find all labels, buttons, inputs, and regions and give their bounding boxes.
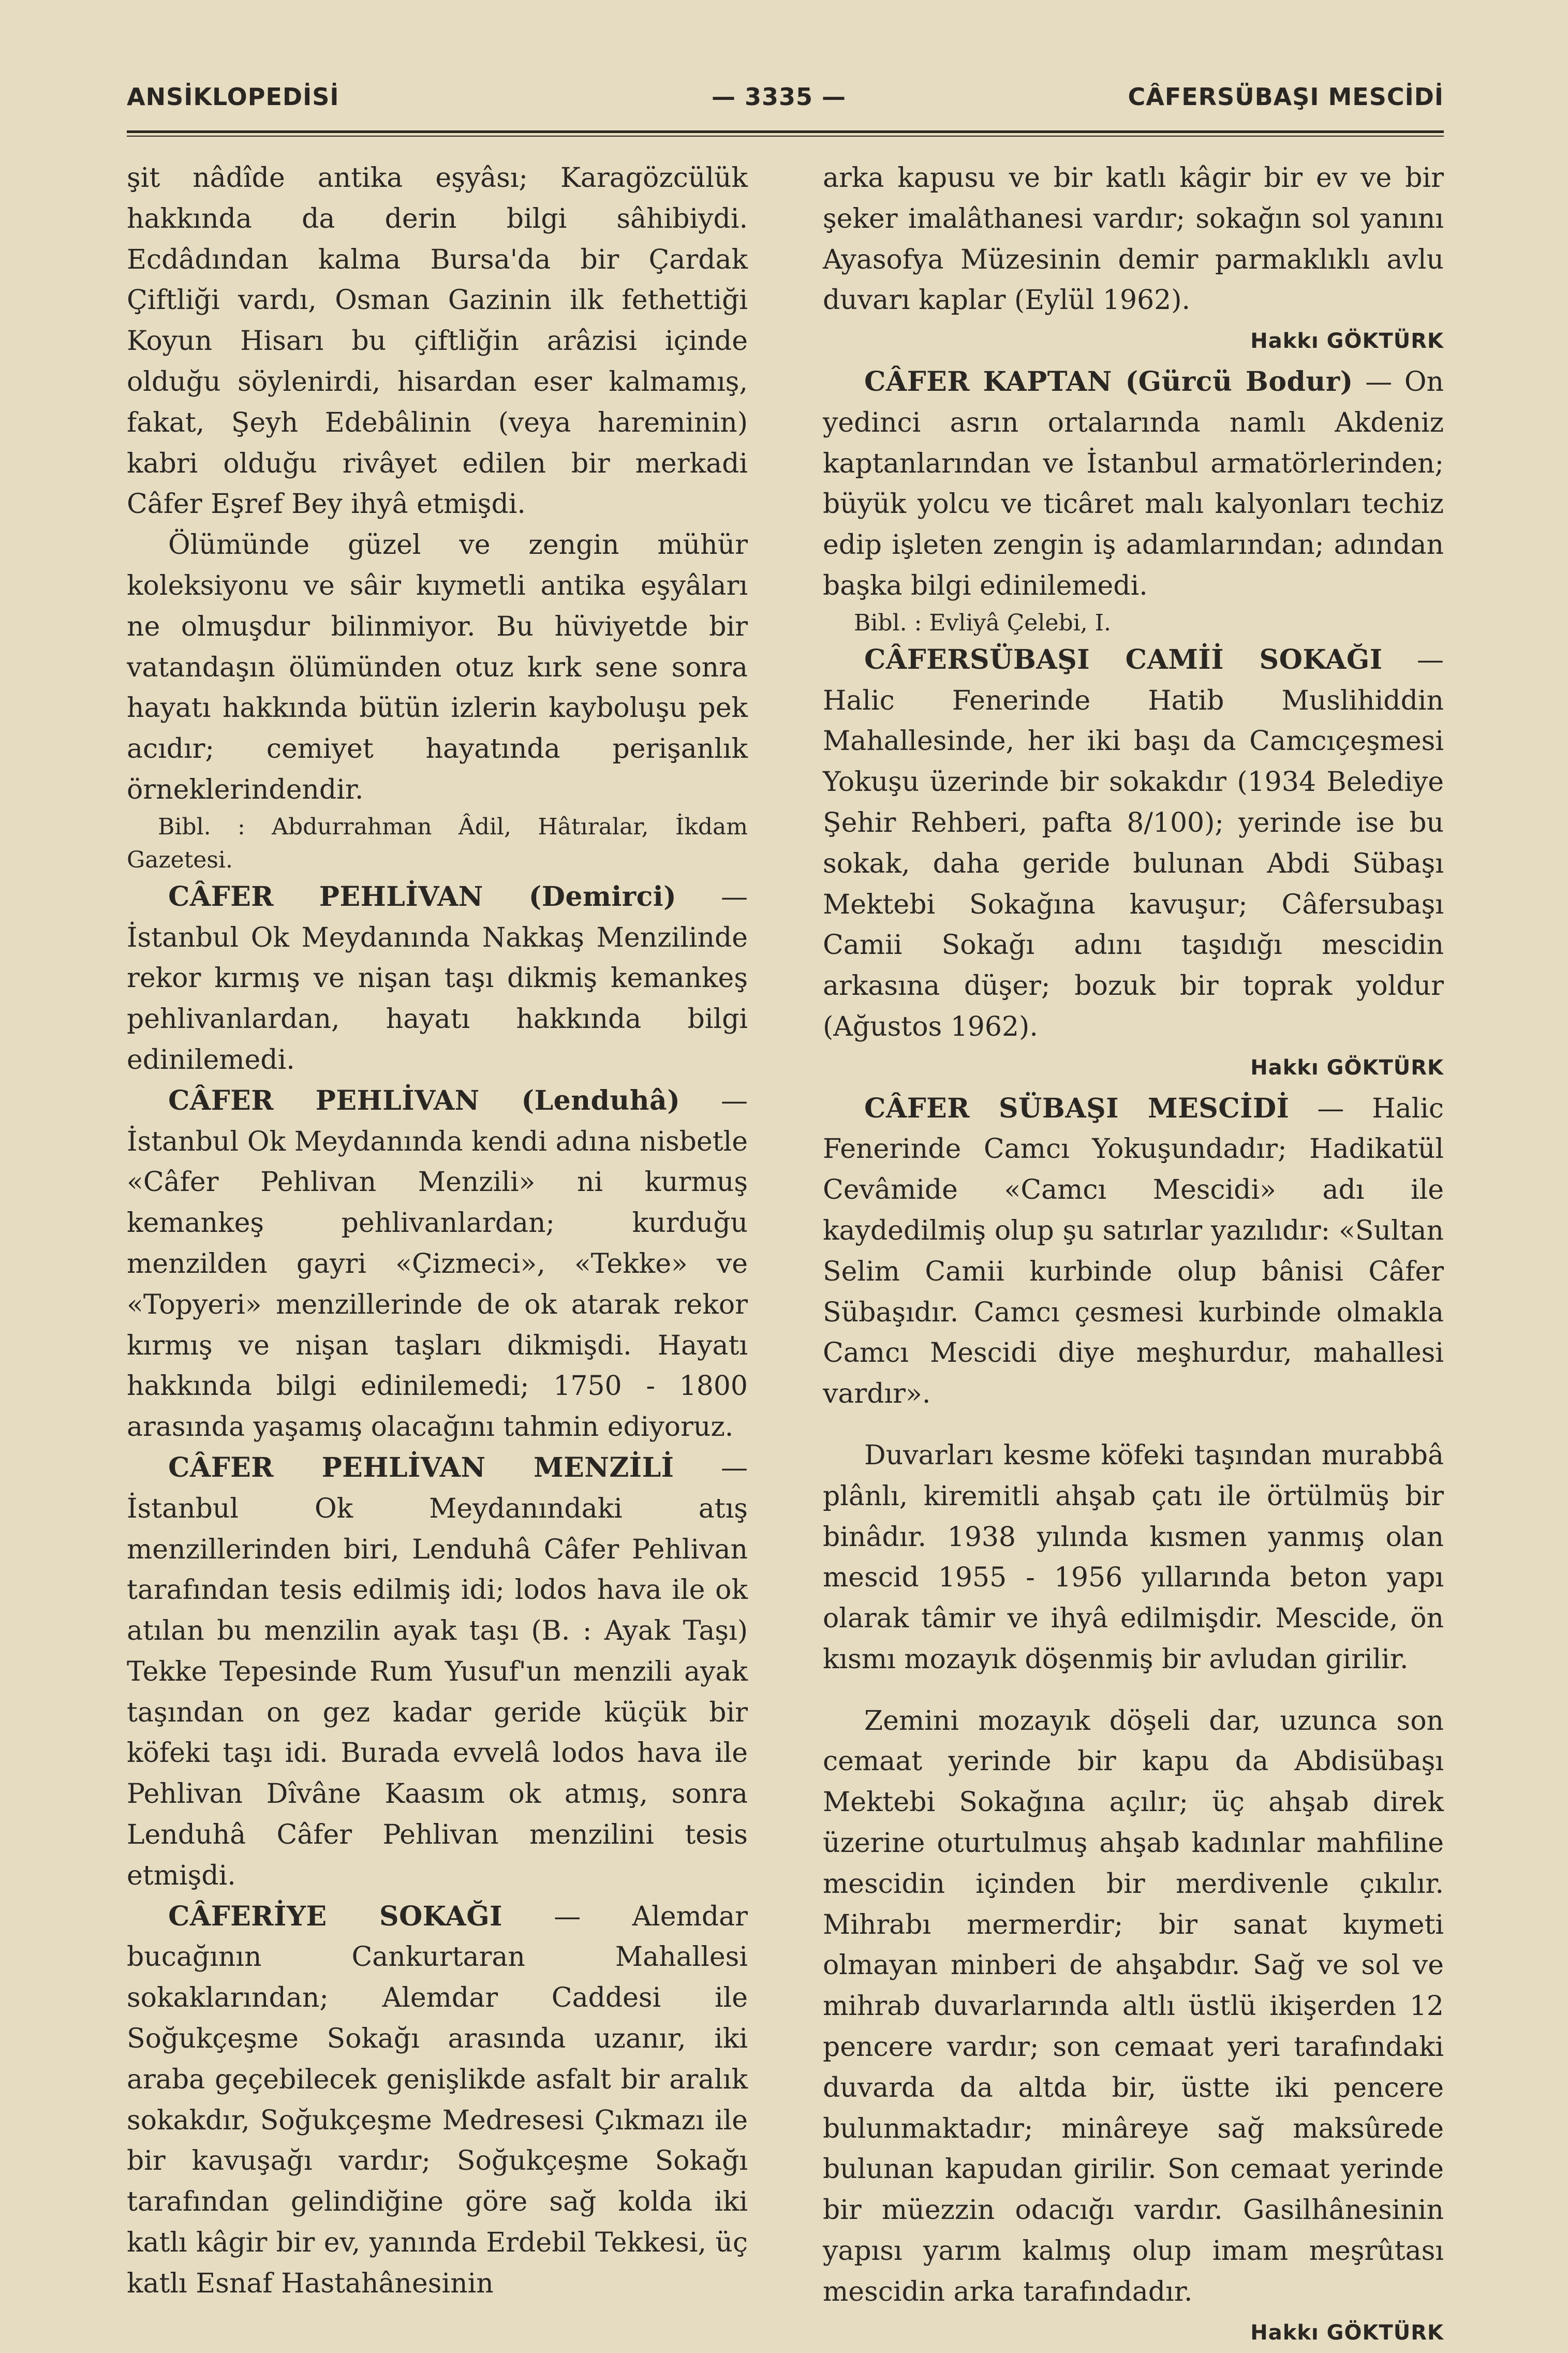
- entry-cafer-pehlivan-demirci: [127, 877, 748, 1081]
- paragraph: Ölümünde güzel ve zengin mühür koleksiyonu ve sâir kıymetli antika eşyâları ne olmuşdur bilinmiyor. Bu hüviyetde bir vatandaşın ölümünden otuz kırk sene sonra hayatı hakkında bütün izlerin kayboluşu pek acıdır; cemiyet hayatında perişanlık örneklerindendir.: [127, 530, 748, 805]
- entry-text: — Alemdar bucağının Cankurtaran Mahallesi sokaklarından; Alemdar Caddesi ile Soğukçeşme Sokağı arasında uzanır, iki araba geçebilecek genişlikde asfalt bir aralık sokakdır, Soğukçeşme Medresesi Çıkmazı ile bir kavuşağı vardır; Soğukçeşme Sokağı tarafından gelindiğine göre sağ kolda iki katlı kâgir bir ev, yanında Erdebil Tekkesi, üç katlı Esnaf Hastahânesinin: [127, 1901, 748, 2299]
- header-rule-thin: [127, 136, 1444, 137]
- left-column: [127, 158, 748, 2304]
- entry-text: — İstanbul Ok Meydanında Nakkaş Menzilinde rekor kırmış ve nişan taşı dikmiş kemankeş pehlivanlardan, hayatı hakkında bilgi edinilemedi.: [127, 881, 748, 1076]
- entry-term: CÂFER KAPTAN (Gürcü Bodur): [864, 365, 1353, 398]
- entry-term: CÂFER SÜBAŞI MESCİDİ: [864, 1092, 1290, 1124]
- page-header: [127, 83, 1444, 119]
- entry-cafer-pehlivan-menzili: [127, 1448, 748, 1896]
- entry-text: — On yedinci asrın ortalarında namlı Akdeniz kaptanlarından ve İstanbul armatörlerinden; büyük yolcu ve ticâret malı kalyonları techiz edip işleten zengin iş adamlarından; adından başka bilgi edinilemedi.: [823, 366, 1444, 601]
- entry-text: — İstanbul Ok Meydanında kendi adına nisbetle «Câfer Pehlivan Menzili» ni kurmuş kemankeş pehlivanlardan; kurduğu menzilden gayri «Çizmeci», «Tekke» ve «Topyeri» menzillerinde de ok atarak rekor kırmış ve nişan taşları dikmişdi. Hayatı hakkında bilgi edinilemedi; 1750 - 1800 arasında yaşamış olacağını tahmin ediyoruz.: [127, 1085, 748, 1443]
- author-signature: Hakkı GÖKTÜRK: [1250, 329, 1444, 354]
- entry-term: CÂFER PEHLİVAN MENZİLİ: [168, 1451, 674, 1483]
- entry-caferiye-sokagi: [127, 1896, 748, 2304]
- entry-term: CÂFERİYE SOKAĞI: [168, 1900, 502, 1932]
- paragraph: Zemini mozayık döşeli dar, uzunca son cemaat yerinde bir kapu da Abdisübaşı Mektebi Sokağına açılır; üç ahşab direk üzerine oturtulmuş ahşab kadınlar mahfiline mescidin içinden bir merdivenle çıkılır. Mihrabı mermerdir; bir sanat kıymeti olmayan minberi de ahşabdır. Sağ ve sol ve mihrab duvarlarında altlı üstlü ikişerden 12 pencere vardır; son cemaat yeri tarafındaki duvarda da altda bir, üstte iki pencere bulunmaktadır; minâreye sağ maksûrede bulunan kapudan girilir. Son cemaat yerinde bir müezzin odacığı vardır. Gasilhânesinin yapısı yarım kalmış olup imam meşrûtası mescidin arka tarafındadır.: [823, 1705, 1444, 2307]
- bibliography: Bibl. : Evliyâ Çelebi, I.: [854, 609, 1112, 636]
- entry-term: CÂFER PEHLİVAN (Lenduhâ): [168, 1084, 681, 1116]
- entry-text: — Halic Fenerinde Camcı Yokuşundadır; Hadikatül Cevâmide «Camcı Mescidi» adı ile kaydedilmiş olup şu satırlar yazılıdır: «Sultan Selim Camii kurbinde olup bânisi Câfer Sübaşıdır. Camcı çesmesi kurbinde olmakla Camcı Mescidi diye meşhurdur, mahallesi vardır».: [823, 1093, 1444, 1410]
- author-signature: Hakkı GÖKTÜRK: [1250, 2320, 1444, 2345]
- entry-cafersubasi-camii-sokagi: [823, 640, 1444, 1048]
- entry-text: — İstanbul Ok Meydanındaki atış menzillerinden biri, Lenduhâ Câfer Pehlivan tarafından tesis edilmiş idi; lodos hava ile ok atılan bu menzilin ayak taşı (B. : Ayak Taşı) Tekke Tepesinde Rum Yusuf'un menzili ayak taşından on gez kadar geride küçük bir köfeki taşı idi. Burada evvelâ lodos hava ile Pehlivan Dîvâne Kaasım ok atmış, sonra Lenduhâ Câfer Pehlivan menzilini tesis etmişdi.: [127, 1452, 748, 1891]
- entry-cafer-kaptan: [823, 362, 1444, 607]
- page-number: — 3335 —: [712, 83, 847, 111]
- paragraph: Duvarları kesme köfeki taşından murabbâ plânlı, kiremitli ahşab çatı ile örtülmüş bir binâdır. 1938 yılında kısmen yanmış olan mescid 1955 - 1956 yıllarında beton yapı olarak tâmir ve ihyâ edilmişdir. Mescide, ön kısmı mozayık döşenmiş bir avludan girilir.: [823, 1439, 1444, 1675]
- header-left-title: ANSİKLOPEDİSİ: [127, 83, 339, 111]
- entry-cafer-pehlivan-lenduha: [127, 1081, 748, 1448]
- entry-cafer-subasi-mescidi: [823, 1089, 1444, 1415]
- entry-term: CÂFERSÜBAŞI CAMİİ SOKAĞI: [864, 643, 1383, 675]
- right-column: [823, 158, 1444, 2353]
- entry-term: CÂFER PEHLİVAN (Demirci): [168, 880, 677, 913]
- entry-text: — Halic Fenerinde Hatib Muslihiddin Mahallesinde, her iki başı da Camcıçeşmesi Yokuşu üzerinde bir sokakdır (1934 Belediye Şehir Rehberi, pafta 8/100); yerinde ise bu sokak, daha geride bulunan Abdi Sübaşı Mektebi Sokağına kavuşur; Câfersubaşı Camii Sokağı adını taşıdığı mescidin arkasına düşer; bozuk bir toprak yoldur (Ağustos 1962).: [823, 644, 1444, 1042]
- paragraph: arka kapusu ve bir katlı kâgir bir ev ve bir şeker imalâthanesi vardır; sokağın sol yanını Ayasofya Müzesinin demir parmaklıklı avlu duvarı kaplar (Eylül 1962).: [823, 163, 1444, 316]
- header-right-title: CÂFERSÜBAŞI MESCİDİ: [1128, 83, 1444, 111]
- bibliography: Bibl. : Abdurrahman Âdil, Hâtıralar, İkdam Gazetesi.: [127, 813, 748, 873]
- paragraph: şit nâdîde antika eşyâsı; Karagözcülük hakkında da derin bilgi sâhibiydi. Ecdâdından kalma Bursa'da bir Çardak Çiftliği vardı, Osman Gazinin ilk fethettiği Koyun Hisarı bu çiftliğin arâzisi içinde olduğu söylenirdi, hisardan eser kalmamış, fakat, Şeyh Edebâlinin (veya hareminin) kabri olduğu rivâyet edilen bir merkadi Câfer Eşref Bey ihyâ etmişdi.: [127, 163, 748, 520]
- author-signature: Hakkı GÖKTÜRK: [1250, 1055, 1444, 1080]
- header-rule: [127, 130, 1444, 133]
